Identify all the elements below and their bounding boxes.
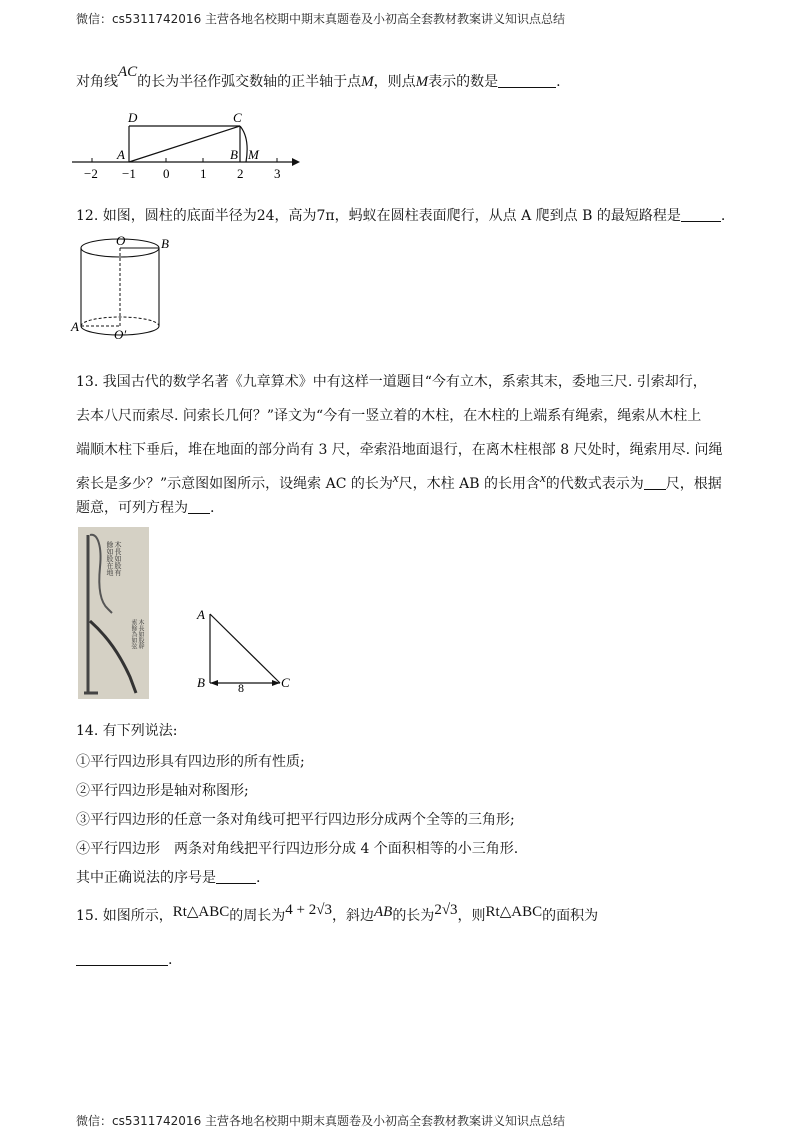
number-line-label-M: M [248, 147, 259, 162]
q15-text-c: ，斜边 [331, 908, 374, 924]
q13-var-x-2: x [539, 470, 546, 485]
question-15-text [76, 902, 599, 926]
q15-text-d: 的长为 [392, 908, 435, 924]
q13-line4-a: 索长是多少？”示意图如图所示，设绳索 AC 的长为 [76, 476, 393, 492]
tick-label-neg2: −2 [84, 166, 98, 181]
question-13-line-1: 13. 我国古代的数学名著《九章算术》中有这样一道题目“今有立木，系索其末，委地三尺. 引索却行， [76, 374, 707, 390]
q11-text-mid: 的长为半径作弧交数轴的正半轴于点 [137, 74, 362, 90]
question-13-line-4 [76, 470, 722, 494]
q13-line4-c: 的代数式表示为 [545, 476, 644, 492]
question-11-text [76, 64, 561, 92]
svg-text:索餘為如弦: 索餘為如弦 [130, 619, 136, 649]
q13-answer-blank-2[interactable] [188, 499, 210, 514]
q15-hypotenuse-length: 2√3 [434, 902, 458, 918]
photo-text-1 [106, 540, 122, 577]
q13-var-x-1: x [392, 470, 399, 485]
q11-ac: AC [118, 64, 138, 80]
q11-text-post: ，则点 [373, 74, 416, 90]
q15-text-a: 15. 如图所示， [76, 908, 173, 924]
q15-perimeter: 4 + 2√3 [285, 902, 332, 918]
q15-answer-line [76, 950, 172, 970]
question-13-line-5 [76, 498, 214, 518]
q12-answer-blank[interactable] [681, 207, 721, 222]
question-12-text [76, 206, 725, 226]
q15-hypotenuse-name: AB [373, 904, 393, 920]
q13-answer-blank-1[interactable] [644, 475, 666, 490]
cylinder-label-O-prime: O′ [114, 327, 127, 342]
q14-statement-4: ④平行四边形 两条对角线把平行四边形分成 4 个面积相等的小三角形. [76, 841, 519, 857]
q13-line4-d: 尺，根据 [665, 476, 722, 492]
q15-triangle-1: Rt△ABC [172, 904, 230, 920]
q14-statement-1: ①平行四边形具有四边形的所有性质; [76, 754, 305, 770]
triangle-label-C: C [281, 675, 290, 690]
question-13-line-2: 去本八尺而索尽. 问索长几何？”译文为“今有一竖立着的木柱，在木柱的上端系有绳索，绳索从木柱上 [76, 408, 702, 424]
tick-label-0: 0 [163, 166, 170, 181]
tick-label-1: 1 [200, 166, 207, 181]
q15-triangle-2: Rt△ABC [485, 904, 543, 920]
number-line-label-A: A [117, 147, 125, 162]
q11-period: . [556, 74, 561, 90]
q11-m2: M [415, 74, 429, 90]
q15-text-f: 的面积为 [542, 908, 599, 924]
tick-label-2: 2 [237, 166, 244, 181]
cylinder-label-O: O [116, 233, 126, 248]
q15-text-e: ，则 [457, 908, 486, 924]
cylinder-label-A: A [71, 319, 79, 334]
q14-ask [76, 868, 260, 888]
cylinder-label-B: B [161, 236, 169, 251]
right-triangle-figure [196, 604, 296, 696]
photo-text-2 [130, 618, 144, 650]
q11-text-end: 表示的数是 [428, 74, 499, 90]
svg-text:木長如股有: 木長如股有 [114, 541, 122, 576]
q12-period: . [720, 208, 726, 224]
q11-text-pre: 对角线 [76, 74, 118, 90]
question-13-line-3: 端顺木柱下垂后，堆在地面的部分尚有 3 尺，牵索沿地面退行，在离木柱根部 8 尺处时，绳索用尽. 问绳 [76, 442, 723, 458]
tick-label-neg1: −1 [122, 166, 136, 181]
q15-text-b: 的周长为 [229, 908, 286, 924]
page-footer: 微信：cs5311742016 主营各地名校期中期末真题卷及小初高全套教材教案讲义知识点总结 [76, 1114, 566, 1128]
svg-text:餘如股在地: 餘如股在地 [106, 541, 114, 576]
q11-m1: M [361, 74, 374, 90]
q15-period: . [168, 952, 173, 968]
ancient-illustration-photo [78, 527, 149, 699]
page-header: 微信：cs5311742016 主营各地名校期中期末真题卷及小初高全套教材教案讲义知识点总结 [76, 12, 566, 26]
q13-line4-b: 尺，木柱 AB 的长用含 [398, 476, 540, 492]
q14-statement-2: ②平行四边形是轴对称图形; [76, 783, 249, 799]
svg-text:木長如股幹: 木長如股幹 [137, 619, 143, 649]
question-14-title: 14. 有下列说法: [76, 723, 178, 739]
number-line-label-C: C [233, 110, 242, 125]
triangle-base-label: 8 [238, 681, 244, 695]
q14-statement-3: ③平行四边形的任意一条对角线可把平行四边形分成两个全等的三角形; [76, 812, 515, 828]
triangle-label-A: A [197, 607, 205, 622]
q11-answer-blank[interactable] [498, 73, 556, 88]
q15-answer-blank[interactable] [76, 951, 168, 966]
q13-line5-a: 题意，可列方程为 [76, 500, 188, 516]
cylinder-figure [70, 232, 180, 344]
q13-line5-b: . [210, 500, 215, 516]
q12-text: 12. 如图，圆柱的底面半径为24，高为7π，蚂蚁在圆柱表面爬行，从点 A 爬到点 B 的最短路程是 [76, 208, 681, 224]
q14-answer-blank[interactable] [216, 869, 256, 884]
tick-label-3: 3 [274, 166, 281, 181]
number-line-figure [70, 108, 310, 186]
q14-ask-text: 其中正确说法的序号是 [76, 870, 216, 886]
q14-period: . [256, 870, 261, 886]
number-line-label-D: D [128, 110, 138, 125]
triangle-label-B: B [197, 675, 205, 690]
number-line-label-B: B [230, 147, 238, 162]
